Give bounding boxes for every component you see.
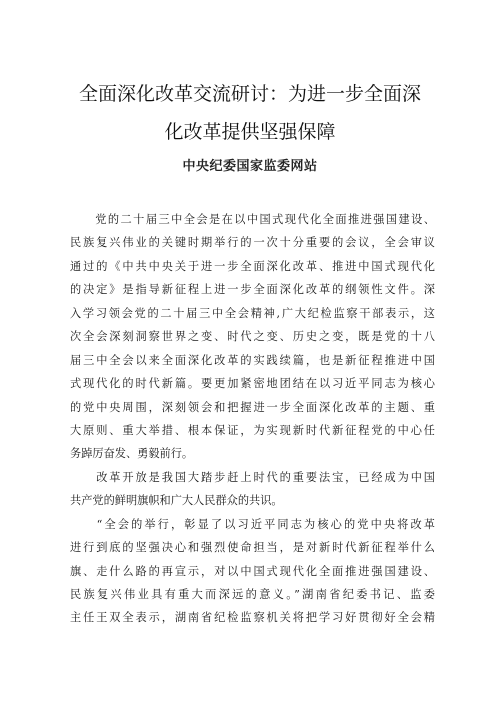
body-line: 入学习领会党的二十届三中全会精神,广大纪检监察干部表示，这 <box>70 306 435 320</box>
body-line: 的决定》是指导新征程上进一步全面深化改革的纲领性文件。深 <box>70 283 435 297</box>
document-body <box>70 208 435 630</box>
body-line: 大原则、重大举措、根本保证，为实现新时代新征程党的中心任 <box>70 423 435 437</box>
body-line: 改革开放是我国大踏步赶上时代的重要法宝，已经成为中国 <box>70 470 435 484</box>
body-line: 民族复兴伟业的关键时期举行的一次十分重要的会议，全会审议 <box>70 236 435 250</box>
body-line: 式现代化的时代新篇。要更加紧密地团结在以习近平同志为核心 <box>70 377 435 391</box>
body-line: 进行到底的坚强决心和强烈使命担当，是对新时代新征程举什么 <box>70 541 435 555</box>
body-line: 通过的《中共中央关于进一步全面深化改革、推进中国式现代化 <box>70 259 435 273</box>
document-title-line-2: 化改革提供坚强保障 <box>164 121 336 143</box>
body-line: 主任王双全表示，湖南省纪检监察机关将把学习好贯彻好全会精 <box>70 611 435 625</box>
body-line: 旗、走什么路的再宣示，对以中国式现代化全面推进强国建设、 <box>70 564 435 578</box>
body-line: 民族复兴伟业具有重大而深远的意义。”湖南省纪委书记、监委 <box>70 588 435 601</box>
body-line: 的党中央周围，深刻领会和把握进一步全面深化改革的主题、重 <box>70 400 435 414</box>
body-line: 务踔厉奋发、勇毅前行。 <box>70 447 194 461</box>
document-title-line-1: 全面深化改革交流研讨：为进一步全面深 <box>78 83 421 105</box>
body-line: 届三中全会以来全面深化改革的实践续篇，也是新征程推进中国 <box>70 353 435 367</box>
document-source: 中央纪委国家监委网站 <box>182 159 318 174</box>
body-line: 共产党的鲜明旗帜和广大人民群众的共识。 <box>70 494 283 508</box>
body-line: 次全会深刻洞察世界之变、时代之变、历史之变，既是党的十八 <box>70 330 435 344</box>
body-line: 党的二十届三中全会是在以中国式现代化全面推进强国建设、 <box>70 213 435 226</box>
body-line: “全会的举行，彰显了以习近平同志为核心的党中央将改革 <box>70 517 435 531</box>
